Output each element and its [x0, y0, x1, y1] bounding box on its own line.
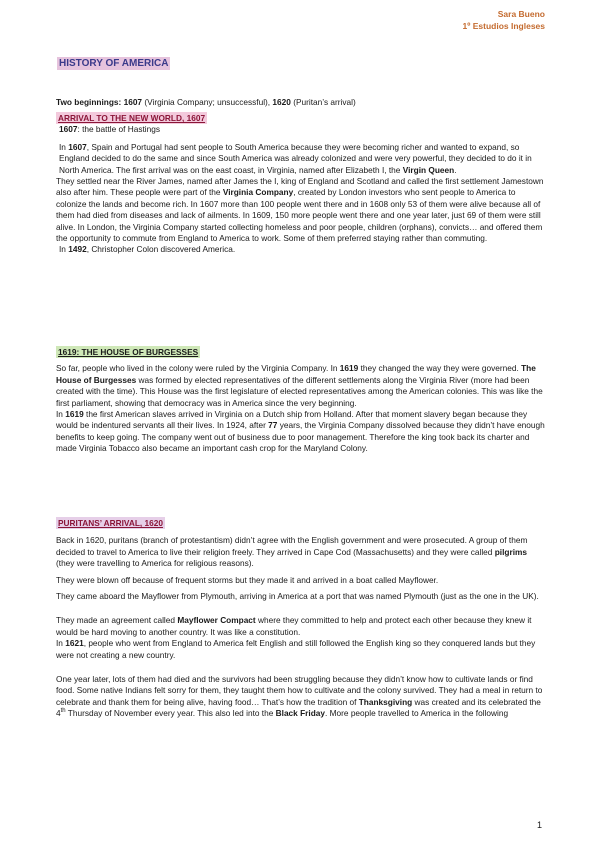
two-beginnings-line: Two beginnings: 1607 (Virginia Company; unsuccessful), 1620 (Puritan’s arrival) — [56, 97, 356, 107]
paragraph: In 1619 the first American slaves arrived in Virginia on a Dutch ship from Holland. After that moment slavery began because they would be indentured servants all their lives. In 1924, after 77 years, the Virginia Company dissolved because they didn’t have enough benefits to keep going. The company went out of business due to poor management. Therefore the king took back its charter and made Virginia Tobacco also became an important cash crop for the Maryland Colony. — [56, 409, 545, 454]
paragraph: They made an agreement called Mayflower Compact where they committed to help and protect each other because they knew it would be hard moving to another country. It was like a constitution. — [56, 615, 532, 637]
section-heading-puritans: PURITANS’ ARRIVAL, 1620 — [58, 518, 163, 528]
section-burgesses — [56, 346, 546, 455]
page-number: 1 — [536, 820, 542, 830]
header-author: Sara Bueno — [497, 9, 545, 19]
paragraph: They were blown off because of frequent storms but they made it and arrived in a boat called Mayflower. — [56, 574, 439, 585]
paragraph: Back in 1620, puritans (branch of protestantism) didn’t agree with the English government and were prosecuted. A group of them decided to travel to America to live their religion freely. They arrived in Cape Cod (Massachusetts) and they were called pilgrims (they were travelling to America for religious reasons). — [56, 535, 528, 569]
paragraph: In 1621, people who went from England to America felt English and still followed the English king so they conquered lands but they were not creating a new country. — [56, 638, 536, 660]
paragraph: In 1492, Christopher Colon discovered America. — [59, 244, 236, 255]
section-puritans — [56, 517, 546, 720]
paragraph: In 1607, Spain and Portugal had sent people to South America because they were becoming richer and wanted to expand, so England decided to do the same and since South America was already colonized and were very powerful, they decided to do it in North America. The first arrival was on the east coast, in Virginia, named after Elizabeth I, the Virgin Queen. — [59, 141, 532, 175]
section-heading-burgesses: 1619: THE HOUSE OF BURGESSES — [58, 347, 199, 357]
paragraph: They settled near the River James, named after James the I, king of England and Scotland and called the first settlement Jamestown also after him. These people were part of the Virginia Company, created by London investors who sent people to America to colonize the lands and become rich. In 1607 more than 100 people went there and in 1608 only 53 of them were alive because all of them had died from diseases and lack of ailments. In 1609, 150 more people went there and one year later, just 69 of them were still alive. In London, the Virginia Company started collecting homeless and poor people, children (orphans), convicts… and offered them the opportunity to commute from England to America to work. Some of them preferred staying rather than commuting. — [56, 176, 544, 244]
header-course: 1º Estudios Ingleses — [462, 21, 545, 31]
paragraph: So far, people who lived in the colony were ruled by the Virginia Company. In 1619 they changed the way they were governed. The House of Burgesses was formed by elected representatives of the different settlements along the Virginia River (more had been created with the time). This House was the first legislature of elected representatives among the American colonies. This was like the first parliament, showing that democracy was in America since the very beginning. — [56, 363, 543, 408]
page-title: HISTORY OF AMERICA — [59, 58, 169, 69]
section-heading-arrival: ARRIVAL TO THE NEW WORLD, 1607 — [58, 113, 206, 123]
paragraph: One year later, lots of them had died and the survivors had been struggling because they didn’t know how to cultivate lands or find food. Some native Indians felt sorry for them, they taught them how to cultivate and the colony survived. They had a meal in return to celebrate and thank them for being alive, having food… That’s how the tradition of Thanksgiving was created and its celebrated the 4th Thursday of November every year. This also led into the Black Friday. More people travelled to America in the following — [56, 674, 543, 719]
paragraph: They came aboard the Mayflower from Plymouth, arriving in America at a port that was named Plymouth (just as the one in the UK). — [56, 591, 539, 602]
section-arrival: ARRIVAL TO THE NEW WORLD, 1607 1607: the battle of Hastings In 1607, Spain and Portugal had sent people to South America because they were becoming richer and wanted to expand, so England decided to do the same and since South America was already colonized and were very powerful, they decided to do it in North America. The first arrival was on the east coast, in Virginia, named after Elizabeth I, the Virgin Queen. They settled near the River James, named after James the I, king of England and Scotland and called the first settlement Jamestown also after him. These people were part of the Virginia Company, created by London investors who sent people to America to colonize the lands and become rich. In 1607 more than 100 people went there and in 1608 only 53 of them were alive because all of them had died from diseases and lack of ailments. In 1609, 150 more people went there and one year later, just 69 of them were still alive. In London, the Virginia Company started collecting homeless and poor people, children (orphans), convicts… and offered them the opportunity to commute from England to America to work. Some of them preferred staying rather than commuting. In 1492, Christopher Colon discovered America. — [56, 112, 546, 256]
